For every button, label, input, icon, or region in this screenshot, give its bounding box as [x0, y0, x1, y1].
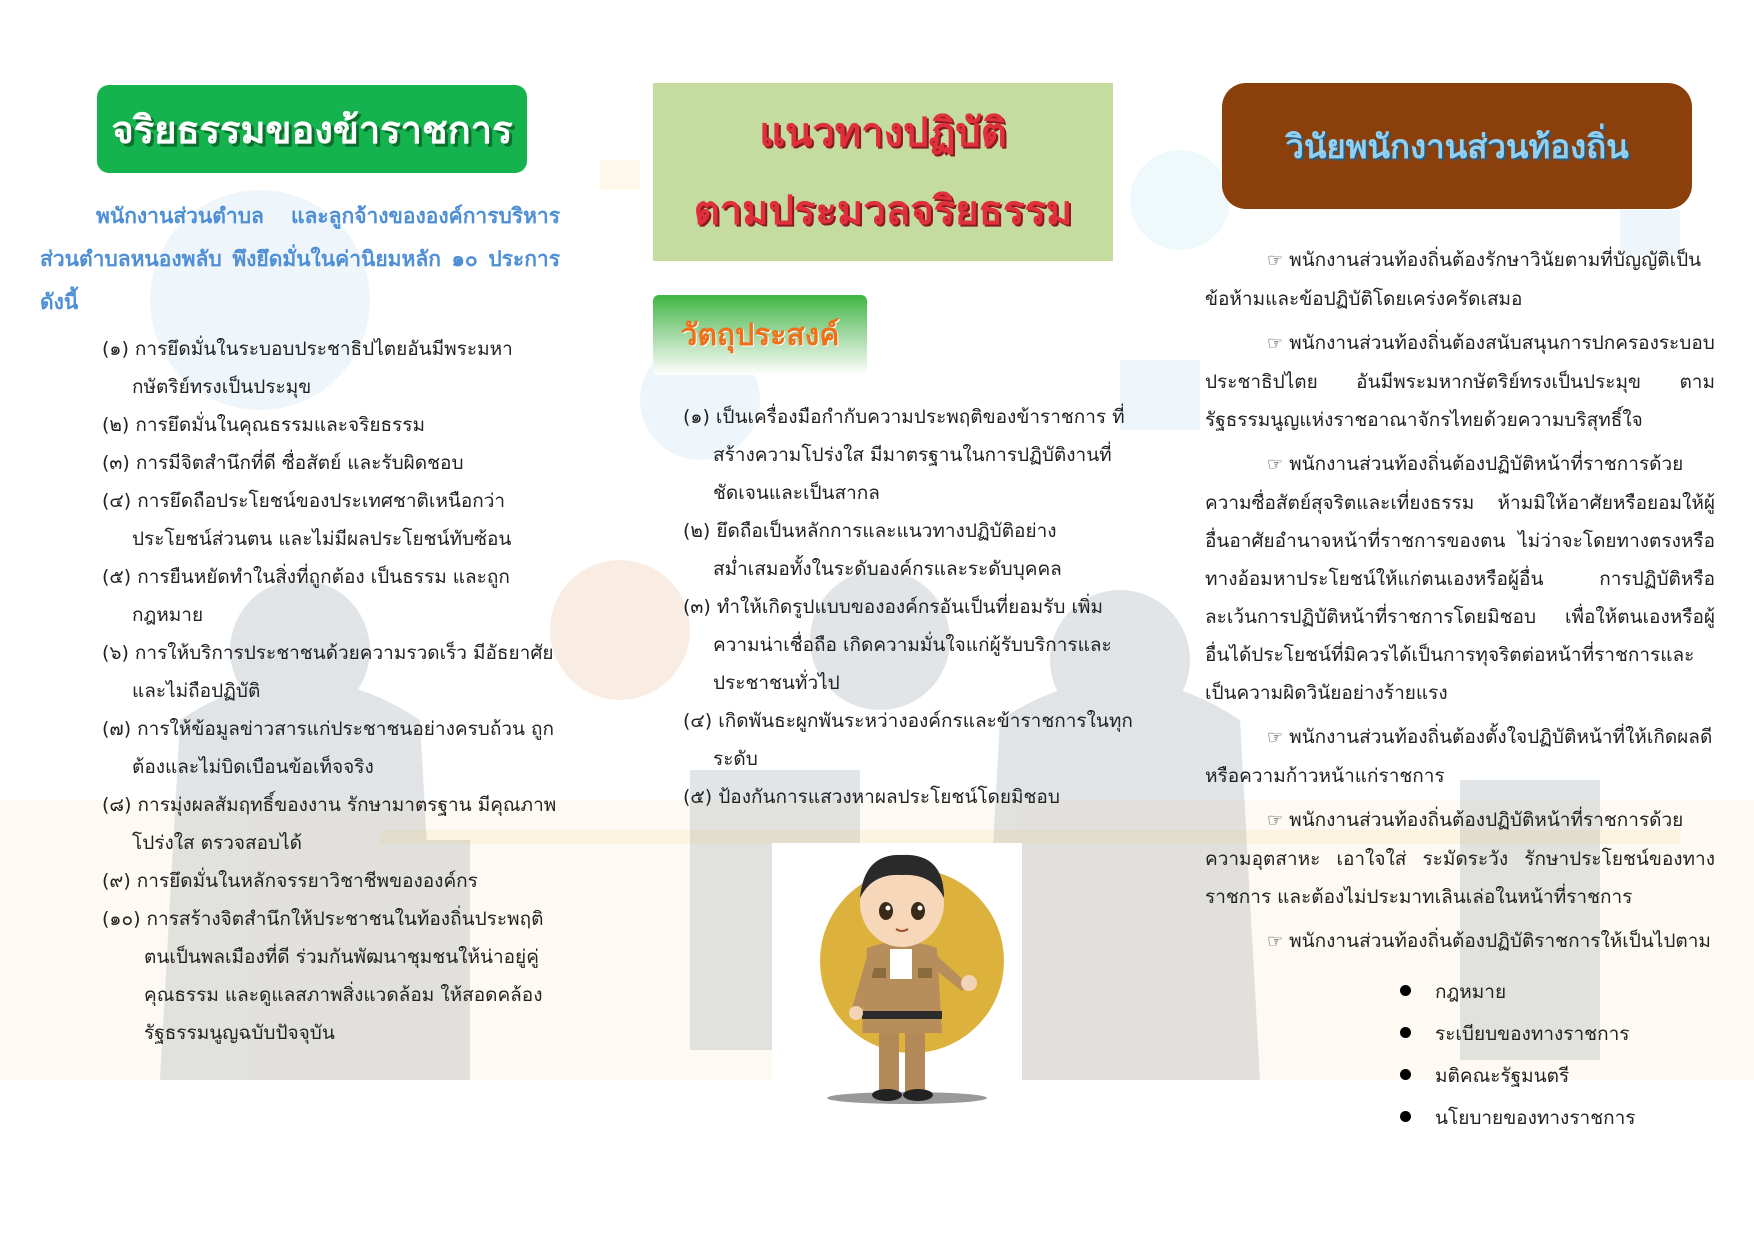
- discipline-title-banner: [1222, 83, 1692, 209]
- officer-illustration: [772, 843, 1022, 1108]
- core-value-item: (๓) การมีจิตสำนึกที่ดี ซื่อสัตย์ และรับผิดชอบ: [102, 452, 464, 474]
- discipline-rule: ☞ พนักงานส่วนท้องถิ่นต้องตั้งใจปฏิบัติหน้าที่ให้เกิดผลดีหรือความก้าวหน้าแก่ราชการ: [1205, 726, 1713, 787]
- objective-item: (๔) เกิดพันธะผูกพันระหว่างองค์กรและข้าราชการในทุกระดับ: [683, 710, 1133, 770]
- compliance-item: ระเบียบของทางราชการ: [1400, 1013, 1635, 1055]
- bullet-icon: [1400, 1027, 1411, 1038]
- bullet-icon: [1400, 1111, 1411, 1122]
- objective-tab: [653, 295, 867, 375]
- discipline-title: วินัยพนักงานส่วนท้องถิ่น: [1285, 126, 1629, 166]
- discipline-rules: [1205, 241, 1715, 967]
- pointing-hand-icon: ☞: [1267, 727, 1284, 748]
- pointing-hand-icon: ☞: [1267, 931, 1284, 952]
- core-value-item: (๘) การมุ่งผลสัมฤทธิ์ของงาน รักษามาตรฐาน มีคุณภาพโปร่งใส ตรวจสอบได้: [102, 794, 557, 854]
- discipline-rule: ☞ พนักงานส่วนท้องถิ่นต้องปฏิบัติหน้าที่ราชการด้วยความซื่อสัตย์สุจริตและเที่ยงธรรม ห้ามมิให้อาศัยหรือยอมให้ผู้อื่นอาศัยอำนาจหน้าที่ราชการของตน ไม่ว่าจะโดยทางตรงหรือทางอ้อมหาประโยชน์ให้แก่ตนเองหรือผู้อื่น การปฏิบัติหรือละเว้นการปฏิบัติหน้าที่ราชการโดยมิชอบ เพื่อให้ตนเองหรือผู้อื่นได้ประโยชน์ที่มิควรได้เป็นการทุจริตต่อหน้าที่ราชการและเป็นความผิดวินัยอย่างร้ายแรง: [1205, 453, 1715, 704]
- conduct-title-line2: ตามประมวลจริยธรรม: [693, 188, 1073, 234]
- compliance-item: นโยบายของทางราชการ: [1400, 1097, 1635, 1139]
- discipline-rule: ☞ พนักงานส่วนท้องถิ่นต้องปฏิบัติราชการให้เป็นไปตาม: [1267, 930, 1711, 952]
- core-value-item: (๗) การให้ข้อมูลข่าวสารแก่ประชาชนอย่างครบถ้วน ถูกต้องและไม่บิดเบือนข้อเท็จจริง: [102, 718, 555, 778]
- pointing-hand-icon: ☞: [1267, 250, 1284, 271]
- discipline-rule: ☞ พนักงานส่วนท้องถิ่นต้องรักษาวินัยตามที่บัญญัติเป็นข้อห้ามและข้อปฏิบัติโดยเคร่งครัดเสมอ: [1205, 249, 1702, 310]
- conduct-title-banner: [653, 83, 1113, 261]
- objective-heading: วัตถุประสงค์: [680, 317, 840, 353]
- objectives-list: [683, 398, 1133, 816]
- core-value-item: (๙) การยึดมั่นในหลักจรรยาวิชาชีพขององค์กร: [102, 870, 478, 892]
- objective-item: (๕) ป้องกันการแสวงหาผลประโยชน์โดยมิชอบ: [683, 786, 1060, 808]
- core-values-list: [102, 330, 557, 1052]
- objective-item: (๓) ทำให้เกิดรูปแบบขององค์กรอันเป็นที่ยอมรับ เพิ่มความน่าเชื่อถือ เกิดความมั่นใจแก่ผู้รับบริการและประชาชนทั่วไป: [683, 596, 1112, 694]
- compliance-item: มติคณะรัฐมนตรี: [1400, 1055, 1635, 1097]
- objective-item: (๒) ยึดถือเป็นหลักการและแนวทางปฏิบัติอย่างสม่ำเสมอทั้งในระดับองค์กรและระดับบุคคล: [683, 520, 1062, 580]
- objective-item: (๑) เป็นเครื่องมือกำกับความประพฤติของข้าราชการ ที่สร้างความโปร่งใส มีมาตรฐานในการปฏิบัติงานที่ชัดเจนและเป็นสากล: [683, 406, 1125, 504]
- core-value-item: (๕) การยืนหยัดทำในสิ่งที่ถูกต้อง เป็นธรรม และถูกกฎหมาย: [102, 566, 510, 626]
- officer-character-art: [772, 843, 1022, 1108]
- bullet-icon: [1400, 1069, 1411, 1080]
- core-value-item: (๔) การยึดถือประโยชน์ของประเทศชาติเหนือกว่าประโยชน์ส่วนตน และไม่มีผลประโยชน์ทับซ้อน: [102, 490, 512, 550]
- pointing-hand-icon: ☞: [1267, 454, 1284, 475]
- ethics-title: จริยธรรมของข้าราชการ: [111, 107, 513, 152]
- discipline-rule: ☞ พนักงานส่วนท้องถิ่นต้องปฏิบัติหน้าที่ราชการด้วยความอุตสาหะ เอาใจใส่ ระมัดระวัง รักษาประโยชน์ของทางราชการ และต้องไม่ประมาทเลินเล่อในหน้าที่ราชการ: [1205, 809, 1715, 908]
- core-value-item: (๑) การยึดมั่นในระบอบประชาธิปไตยอันมีพระมหากษัตริย์ทรงเป็นประมุข: [102, 338, 513, 398]
- pointing-hand-icon: ☞: [1267, 810, 1284, 831]
- ethics-intro: พนักงานส่วนตำบล และลูกจ้างขององค์การบริหารส่วนตำบลหนองพลับ พึงยึดมั่นในค่านิยมหลัก ๑๐ ประการ ดังนี้: [40, 204, 560, 314]
- pointing-hand-icon: ☞: [1267, 333, 1284, 354]
- bullet-icon: [1400, 985, 1411, 996]
- compliance-list: [1400, 971, 1635, 1139]
- compliance-item: กฎหมาย: [1400, 971, 1635, 1013]
- core-value-item: (๑๐) การสร้างจิตสำนึกให้ประชาชนในท้องถิ่นประพฤติตนเป็นพลเมืองที่ดี ร่วมกันพัฒนาชุมชนให้น่าอยู่คู่คุณธรรม และดูแลสภาพสิ่งแวดล้อม ให้สอดคล้องรัฐธรรมนูญฉบับปัจจุบัน: [102, 908, 544, 1044]
- core-value-item: (๒) การยึดมั่นในคุณธรรมและจริยธรรม: [102, 414, 425, 436]
- conduct-title-line1: แนวทางปฏิบัติ: [759, 110, 1007, 156]
- discipline-rule: ☞ พนักงานส่วนท้องถิ่นต้องสนับสนุนการปกครองระบอบประชาธิปไตย อันมีพระมหากษัตริย์ทรงเป็นประมุข ตามรัฐธรรมนูญแห่งราชอาณาจักรไทยด้วยความบริสุทธิ์ใจ: [1205, 332, 1715, 431]
- core-value-item: (๖) การให้บริการประชาชนด้วยความรวดเร็ว มีอัธยาศัยและไม่ถือปฏิบัติ: [102, 642, 554, 702]
- ethics-title-banner: [97, 85, 527, 173]
